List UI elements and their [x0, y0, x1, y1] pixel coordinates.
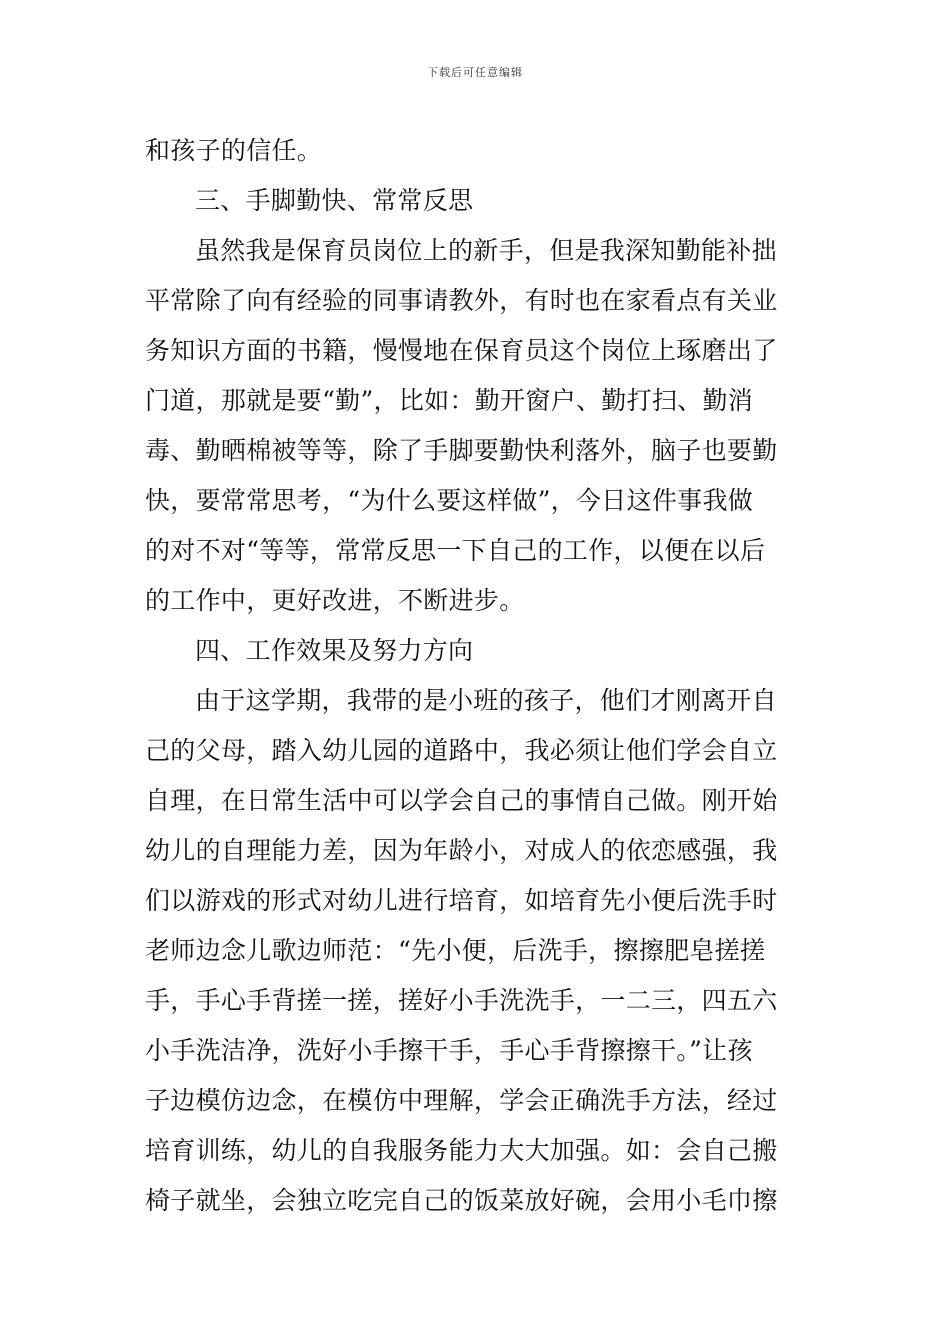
section-heading: 三、手脚勤快、常常反思 [195, 186, 474, 215]
text-line: 己的父母，踏入幼儿园的道路中，我必须让他们学会自立 [145, 736, 778, 765]
body-text [145, 126, 811, 1226]
text-line: 培育训练，幼儿的自我服务能力大大加强。如：会自己搬 [145, 1136, 778, 1165]
page-header: 下载后可任意编辑 [427, 66, 523, 79]
text-line: 椅子就坐，会独立吃完自己的饭菜放好碗，会用小毛巾擦 [145, 1186, 778, 1215]
text-line: 小手洗洁净，洗好小手擦干手，手心手背擦擦干。”让孩 [145, 1036, 753, 1065]
text-line: 自理，在日常生活中可以学会自己的事情自己做。刚开始 [145, 786, 778, 815]
text-line: 毒、勤晒棉被等等，除了手脚要勤快利落外，脑子也要勤 [145, 436, 778, 465]
text-line: 老师边念儿歌边师范：“先小便，后洗手，擦擦肥皂搓搓 [145, 936, 766, 965]
text-line: 务知识方面的书籍，慢慢地在保育员这个岗位上琢磨出了 [145, 336, 778, 365]
section-heading: 四、工作效果及努力方向 [195, 636, 474, 665]
text-line: 平常除了向有经验的同事请教外，有时也在家看点有关业 [145, 286, 778, 315]
text-line: 门道，那就是要“勤”，比如：勤开窗户、勤打扫、勤消 [145, 386, 754, 415]
text-line: 们以游戏的形式对幼儿进行培育，如培育先小便后洗手时 [145, 886, 778, 915]
text-line: 快，要常常思考，“为什么要这样做”，今日这件事我做 [145, 486, 754, 515]
text-line: 虽然我是保育员岗位上的新手，但是我深知勤能补拙 [195, 236, 777, 265]
text-line: 的对不对“等等，常常反思一下自己的工作，以便在以后 [145, 536, 766, 565]
text-line: 幼儿的自理能力差，因为年龄小，对成人的依恋感强，我 [145, 836, 778, 865]
text-line: 由于这学期，我带的是小班的孩子，他们才刚离开自 [195, 686, 777, 715]
text-line: 的工作中，更好改进，不断进步。 [145, 586, 525, 615]
text-line: 子边模仿边念，在模仿中理解，学会正确洗手方法，经过 [145, 1086, 778, 1115]
text-line: 和孩子的信任。 [145, 136, 323, 165]
text-line: 手，手心手背搓一搓，搓好小手洗洗手，一二三，四五六 [145, 986, 778, 1015]
